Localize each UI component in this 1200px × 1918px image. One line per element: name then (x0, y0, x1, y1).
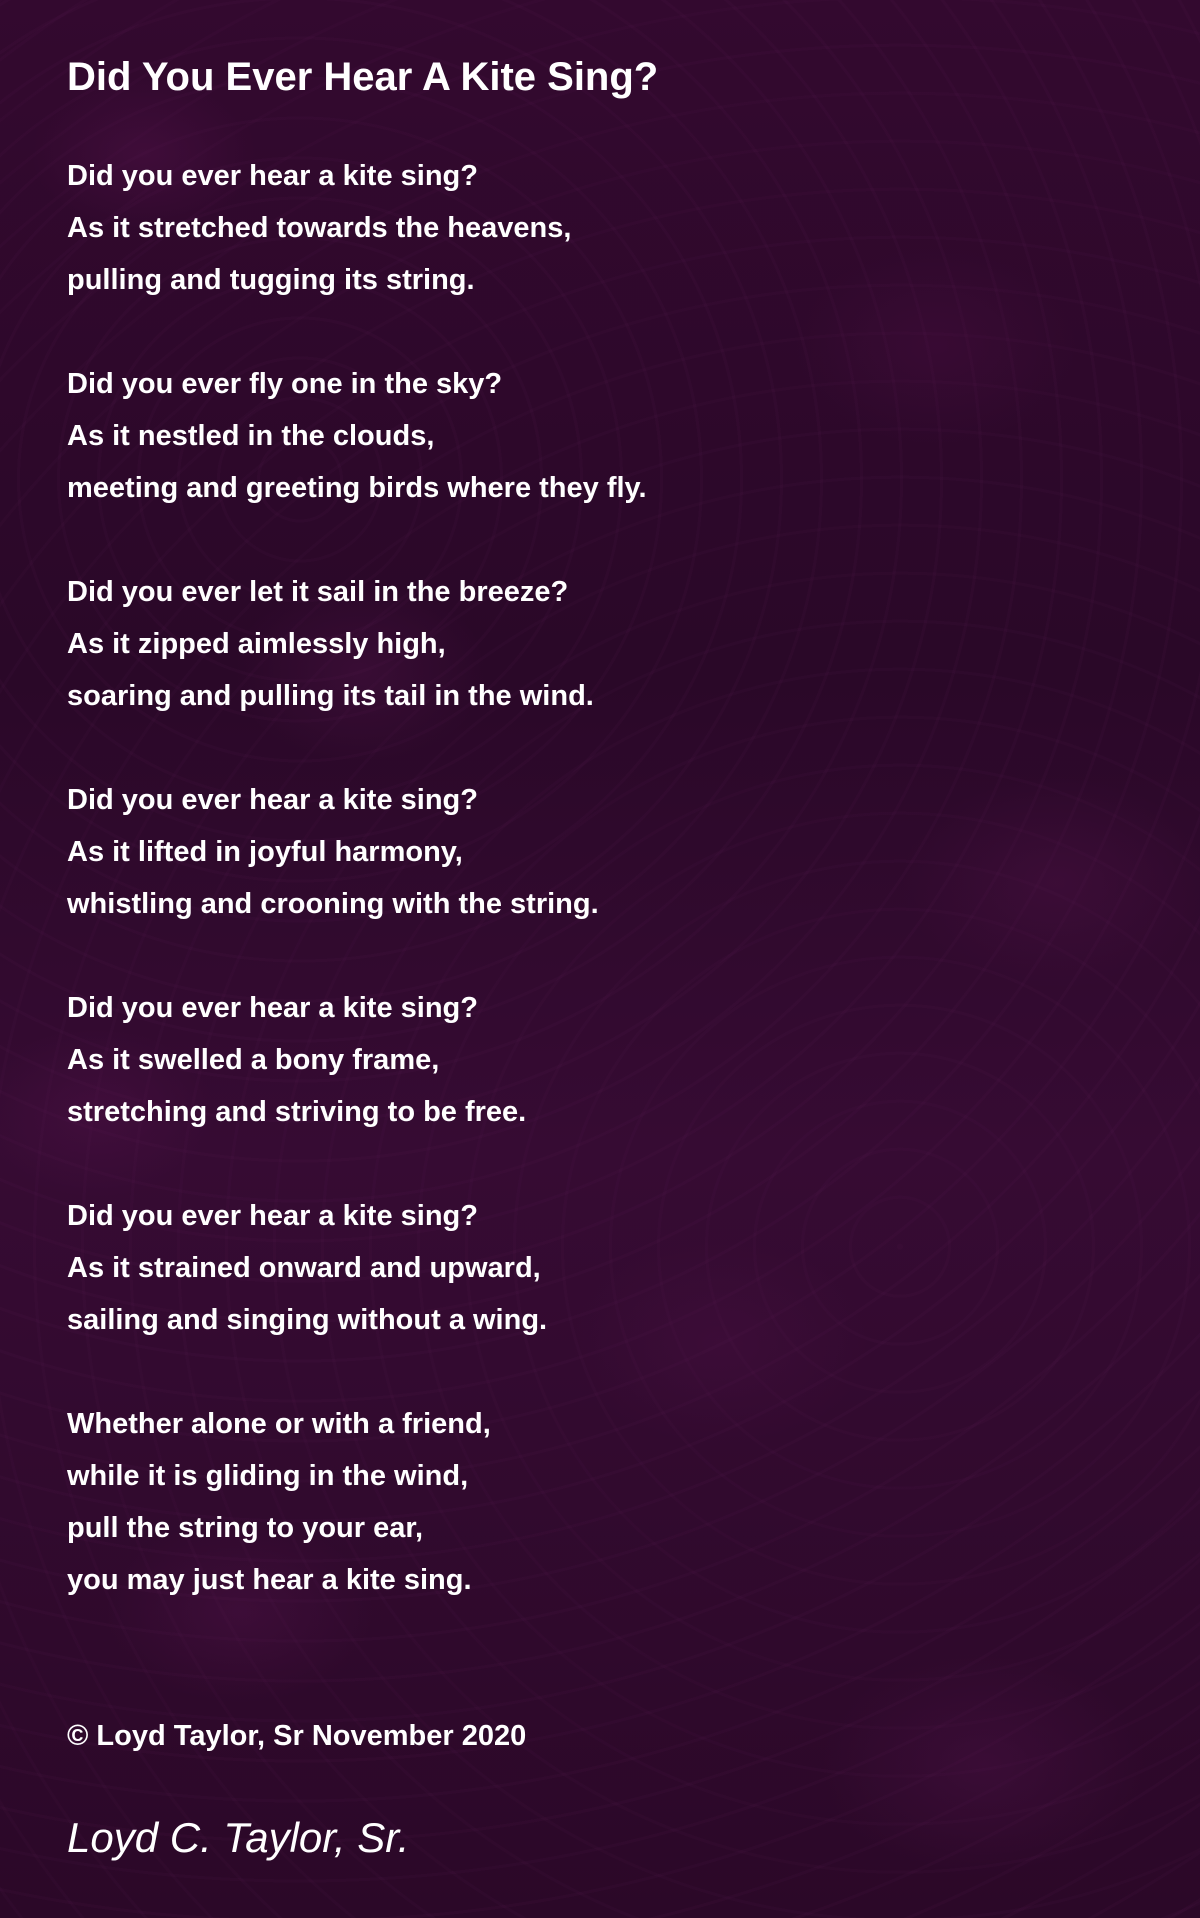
stanza-1 (67, 150, 1147, 306)
poem-line: As it strained onward and upward, (67, 1252, 541, 1284)
stanza-6 (67, 1190, 1147, 1346)
stanza-5 (67, 982, 1147, 1138)
poem-line: As it stretched towards the heavens, (67, 212, 572, 244)
poem-line: you may just hear a kite sing. (67, 1564, 472, 1596)
poem-line: As it nestled in the clouds, (67, 420, 435, 452)
stanza-7 (67, 1398, 1147, 1606)
poem-line: As it swelled a bony frame, (67, 1044, 440, 1076)
stanza-4 (67, 774, 1147, 930)
poem-line: meeting and greeting birds where they fly. (67, 472, 647, 504)
poem-line: As it lifted in joyful harmony, (67, 836, 463, 868)
poem-line: As it zipped aimlessly high, (67, 628, 446, 660)
poem-line: while it is gliding in the wind, (67, 1460, 469, 1492)
poem-line: sailing and singing without a wing. (67, 1304, 548, 1336)
stanza-2 (67, 358, 1147, 514)
poem-page (67, 52, 1147, 1864)
poem-line: Whether alone or with a friend, (67, 1408, 491, 1440)
stanza-3 (67, 566, 1147, 722)
poem-title: Did You Ever Hear A Kite Sing? (67, 55, 659, 99)
poem-line: whistling and crooning with the string. (67, 888, 599, 920)
poem-line: Did you ever hear a kite sing? (67, 1200, 478, 1232)
poem-line: pulling and tugging its string. (67, 264, 475, 296)
copyright-notice: © Loyd Taylor, Sr November 2020 (67, 1720, 527, 1752)
poem-line: soaring and pulling its tail in the wind. (67, 680, 594, 712)
poem-body (67, 150, 1147, 1606)
poem-line: pull the string to your ear, (67, 1512, 424, 1544)
poem-line: Did you ever hear a kite sing? (67, 992, 478, 1024)
author-signature: Loyd C. Taylor, Sr. (67, 1814, 410, 1861)
poem-line: stretching and striving to be free. (67, 1096, 527, 1128)
poem-line: Did you ever fly one in the sky? (67, 368, 503, 400)
poem-line: Did you ever let it sail in the breeze? (67, 576, 569, 608)
poem-line: Did you ever hear a kite sing? (67, 160, 478, 192)
poem-line: Did you ever hear a kite sing? (67, 784, 478, 816)
